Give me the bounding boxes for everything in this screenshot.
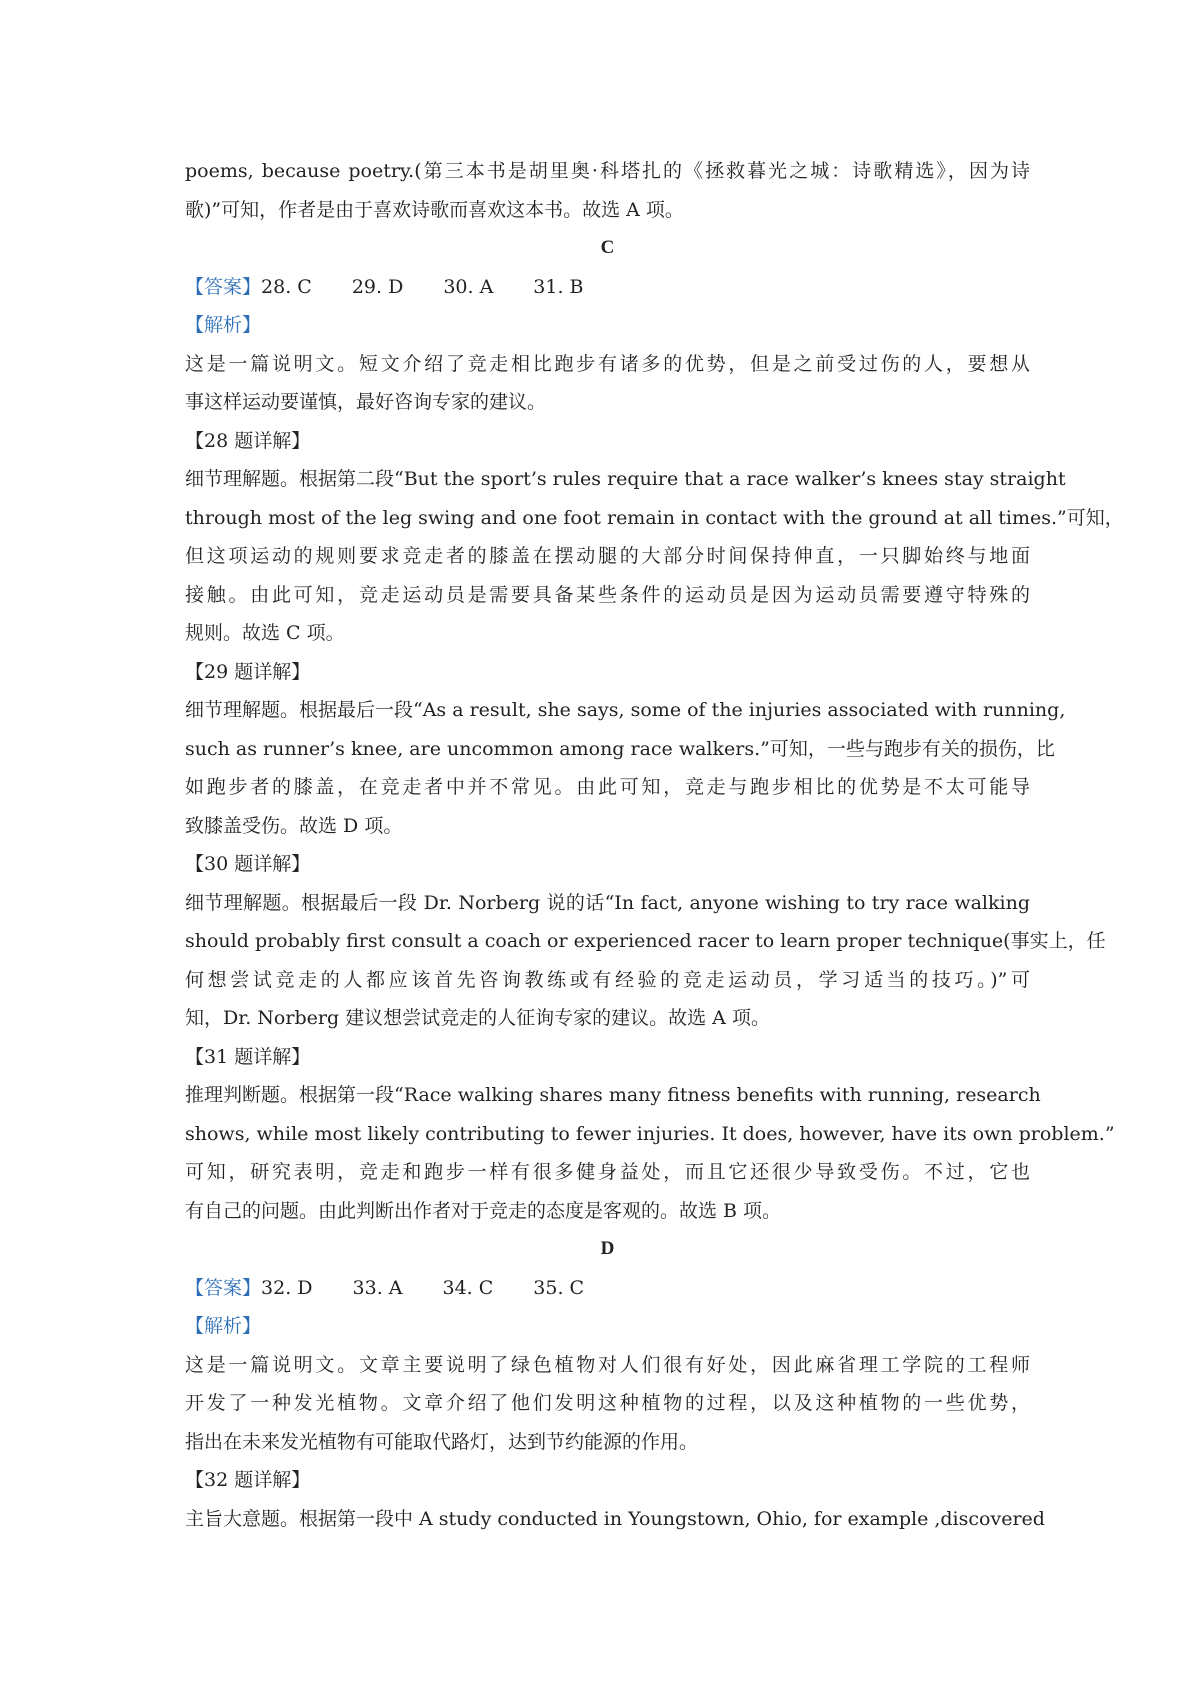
question-heading-30: 【30 题详解】 [185,853,311,875]
text-line: 如跑步者的膝盖，在竞走者中并不常见。由此可知，竞走与跑步相比的优势是不太可能导 [185,776,1030,798]
question-heading-32: 【32 题详解】 [185,1469,311,1491]
document-page [185,152,1124,1538]
answer-item: 29. D [351,275,404,298]
answer-tag: 【答案】 [185,275,262,298]
answer-row [185,268,1030,307]
text-line: 有自己的问题。由此判断出作者对于竞走的态度是客观的。故选 B 项。 [185,1199,782,1222]
text-line: shows, while most likely contributing to fewer injuries. It does, however, have its own problem.” [185,1122,1115,1145]
section-letter-c: C [600,237,615,258]
answer-item: 32. D [261,1276,313,1299]
text-line: 致膝盖受伤。故选 D 项。 [185,814,403,837]
text-line: 推理判断题。根据第一段“Race walking shares many fitness benefits with running, research [185,1084,1041,1106]
text-line: 何想尝试竞走的人都应该首先咨询教练或有经验的竞走运动员，学习适当的技巧。)”可 [185,968,1030,991]
text-line: 接触。由此可知，竞走运动员是需要具备某些条件的运动员是因为运动员需要遵守特殊的 [185,583,1030,606]
answer-item: 30. A [443,275,494,298]
text-line: 这是一篇说明文。文章主要说明了绿色植物对人们很有好处，因此麻省理工学院的工程师 [185,1353,1030,1376]
text-line: 主旨大意题。根据第一段中 A study conducted in Youngstown, Ohio, for example ,discovered [185,1507,1045,1530]
text-line: 可知，研究表明，竞走和跑步一样有很多健身益处，而且它还很少导致受伤。不过，它也 [185,1161,1030,1183]
text-line: 指出在未来发光植物有可能取代路灯，达到节约能源的作用。 [185,1430,699,1453]
text-line: 开发了一种发光植物。文章介绍了他们发明这种植物的过程，以及这种植物的一些优势， [185,1392,1030,1414]
text-line: through most of the leg swing and one foot remain in contact with the ground at all times.”可知， [185,506,1124,529]
question-heading-29: 【29 题详解】 [185,660,311,683]
answer-item: 34. C [442,1276,494,1299]
answer-item: 35. C [533,1276,585,1299]
question-heading-31: 【31 题详解】 [185,1045,311,1068]
text-line: 歌)”可知，作者是由于喜欢诗歌而喜欢这本书。故选 A 项。 [185,198,684,221]
text-line: 知，Dr. Norberg 建议想尝试竞走的人征询专家的建议。故选 A 项。 [185,1007,770,1029]
answer-item: 31. B [533,275,584,298]
text-line: poems, because poetry.(第三本书是胡里奥·科塔扎的《拯救暮光之城：诗歌精选》，因为诗 [185,160,1030,182]
question-heading-28: 【28 题详解】 [185,429,311,452]
analysis-tag: 【解析】 [185,1315,262,1337]
analysis-tag: 【解析】 [185,314,262,336]
answer-item: 33. A [352,1276,403,1299]
text-line: 细节理解题。根据最后一段“As a result, she says, some of the injuries associated with running, [185,699,1066,721]
text-line: 细节理解题。根据第二段“But the sport’s rules require that a race walker’s knees stay straight [185,468,1066,490]
answer-row [185,1269,1030,1308]
text-line: 细节理解题。根据最后一段 Dr. Norberg 说的话“In fact, anyone wishing to try race walking [185,891,1030,914]
answer-tag: 【答案】 [185,1276,262,1299]
text-line: 规则。故选 C 项。 [185,622,345,644]
section-letter-d: D [600,1238,615,1259]
text-line: 但这项运动的规则要求竞走者的膝盖在摆动腿的大部分时间保持伸直，一只脚始终与地面 [185,545,1030,567]
answer-item: 28. C [261,275,312,298]
text-line: 这是一篇说明文。短文介绍了竞走相比跑步有诸多的优势，但是之前受过伤的人，要想从 [185,352,1030,375]
text-line: should probably first consult a coach or experienced racer to learn proper technique(事实上，任 [185,930,1106,952]
text-line: 事这样运动要谨慎，最好咨询专家的建议。 [185,391,547,413]
text-line: such as runner’s knee, are uncommon among race walkers.”可知，一些与跑步有关的损伤，比 [185,737,1055,760]
